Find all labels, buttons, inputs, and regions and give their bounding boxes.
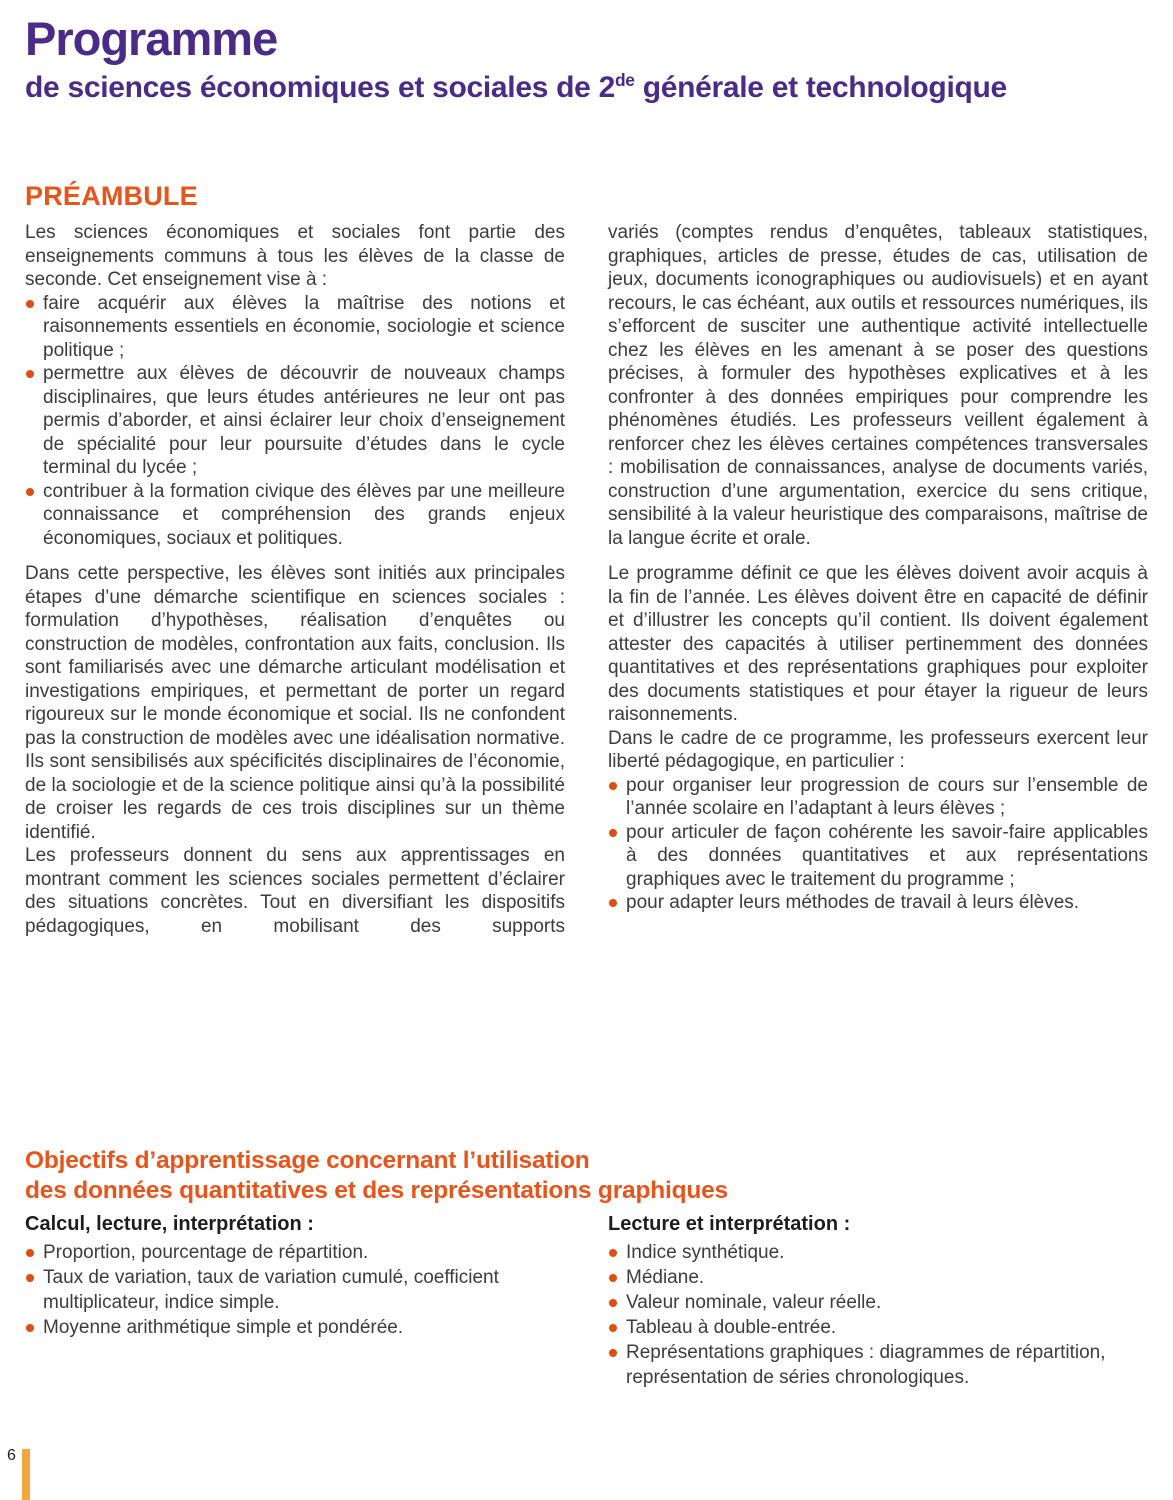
bullet-item: faire acquérir aux élèves la maîtrise des notions et raisonnements essentiels en économie, sociologie et science politique ; [25, 292, 565, 363]
preambule-right-column [608, 221, 1148, 938]
page-title: Programme [25, 12, 278, 65]
bullet-list [25, 1240, 565, 1340]
objectifs-left-column [25, 1213, 565, 1390]
preambule-columns [25, 221, 1148, 938]
page-number: 6 [7, 1447, 16, 1464]
paragraph: Dans le cadre de ce programme, les professeurs exercent leur liberté pédagogique, en particulier : [608, 727, 1148, 772]
bullet-item: pour organiser leur progression de cours sur l’ensemble de l’année scolaire en l’adaptant à leurs élèves ; [608, 774, 1148, 821]
document-header [25, 14, 1148, 104]
bullet-item: Représentations graphiques : diagrammes de répartition, représentation de séries chronologiques. [608, 1340, 1148, 1390]
bullet-item: Valeur nominale, valeur réelle. [608, 1290, 1148, 1315]
bullet-list [608, 1240, 1148, 1390]
subtitle-superscript: de [614, 70, 635, 91]
preambule-left-column [25, 221, 565, 938]
bullet-list [608, 774, 1148, 915]
bullet-item: pour articuler de façon cohérente les savoir-faire applicables à des données quantitatives et aux représentations graphiques avec le traitement du programme ; [608, 821, 1148, 892]
subtitle-text-end: générale et technologique [634, 71, 1007, 105]
objectifs-heading-line2: des données quantitatives et des représentations graphiques [25, 1177, 728, 1204]
paragraph: Les sciences économiques et sociales font partie des enseignements communs à tous les élèves de la classe de seconde. Cet enseignement vise à : [25, 222, 565, 290]
objectifs-right-column [608, 1213, 1148, 1390]
paragraph: Les professeurs donnent du sens aux apprentissages en montrant comment les sciences sociales permettent d’éclairer des situations concrètes. Tout en diversifiant les dispositifs pédagogiques, en mobilisant des supports [25, 845, 565, 937]
bullet-item: pour adapter leurs méthodes de travail à leurs élèves. [608, 891, 1148, 915]
bullet-item: Indice synthétique. [608, 1240, 1148, 1265]
subtitle-text: de sciences économiques et sociales de 2 [25, 71, 615, 105]
objectifs-columns [25, 1213, 1148, 1390]
paragraph: Dans cette perspective, les élèves sont initiés aux principales étapes d’une démarche scientifique en sciences sociales : formulation d’hypothèses, réalisation d’enquêtes ou construction de modèles, confrontation aux faits, conclusion. Ils sont familiarisés avec une démarche articulant modélisation et investigations empiriques, et permettant de porter un regard rigoureux sur le monde économique et social. Ils ne confondent pas la construction de modèles avec une idéalisation normative. Ils sont sensibilisés aux spécificités disciplinaires de l’économie, de la sociologie et de la science politique ainsi qu’à la possibilité de croiser les regards de ces trois disciplines sur un thème identifié. [25, 563, 565, 843]
bullet-item: Moyenne arithmétique simple et pondérée. [25, 1315, 565, 1340]
bullet-list [25, 292, 565, 551]
bullet-item: Taux de variation, taux de variation cumulé, coefficient multiplicateur, indice simple. [25, 1265, 565, 1315]
calcul-subheading: Calcul, lecture, interprétation : [25, 1213, 314, 1235]
lecture-subheading: Lecture et interprétation : [608, 1213, 851, 1235]
bullet-item: contribuer à la formation civique des élèves par une meilleure connaissance et compréhension des grands enjeux économiques, sociaux et politiques. [25, 480, 565, 551]
preambule-section [25, 181, 1148, 938]
preambule-heading: PRÉAMBULE [25, 181, 198, 211]
footer-accent-bar [22, 1449, 30, 1500]
bullet-item: permettre aux élèves de découvrir de nouveaux champs disciplinaires, que leurs études antérieures ne leur ont pas permis d’aborder, et ainsi éclairer leur choix d’enseignement de spécialité pour leur poursuite d’études dans le cycle terminal du lycée ; [25, 362, 565, 480]
objectifs-heading [25, 1146, 1148, 1206]
bullet-item: Tableau à double-entrée. [608, 1315, 1148, 1340]
paragraph: variés (comptes rendus d’enquêtes, tableaux statistiques, graphiques, articles de presse, études de cas, utilisation de jeux, documents iconographiques ou audiovisuels) et en ayant recours, le cas échéant, aux outils et ressources numériques, ils s’efforcent de susciter une authentique activité intellectuelle chez les élèves en les amenant à se poser des questions précises, à formuler des hypothèses explicatives et à les confronter à des données empiriques pour comprendre les phénomènes étudiés. Les professeurs veillent également à renforcer chez les élèves certaines compétences transversales : mobilisation de connaissances, analyse de documents variés, construction d’une argumentation, exercice du sens critique, sensibilité à la valeur heuristique des comparaisons, maîtrise de la langue écrite et orale. [608, 222, 1148, 549]
objectifs-heading-line1: Objectifs d’apprentissage concernant l’utilisation [25, 1147, 590, 1174]
page-subtitle [25, 71, 1148, 104]
bullet-item: Proportion, pourcentage de répartition. [25, 1240, 565, 1265]
paragraph: Le programme définit ce que les élèves doivent avoir acquis à la fin de l’année. Les élèves doivent être en capacité de définir et d’illustrer les concepts qu’il contient. Ils doivent également attester des capacités à utiliser pertinemment des données quantitatives et des représentations graphiques pour exploiter des documents statistiques et pour étayer la rigueur de leurs raisonnements. [608, 563, 1148, 725]
objectifs-section [25, 1146, 1148, 1390]
bullet-item: Médiane. [608, 1265, 1148, 1290]
